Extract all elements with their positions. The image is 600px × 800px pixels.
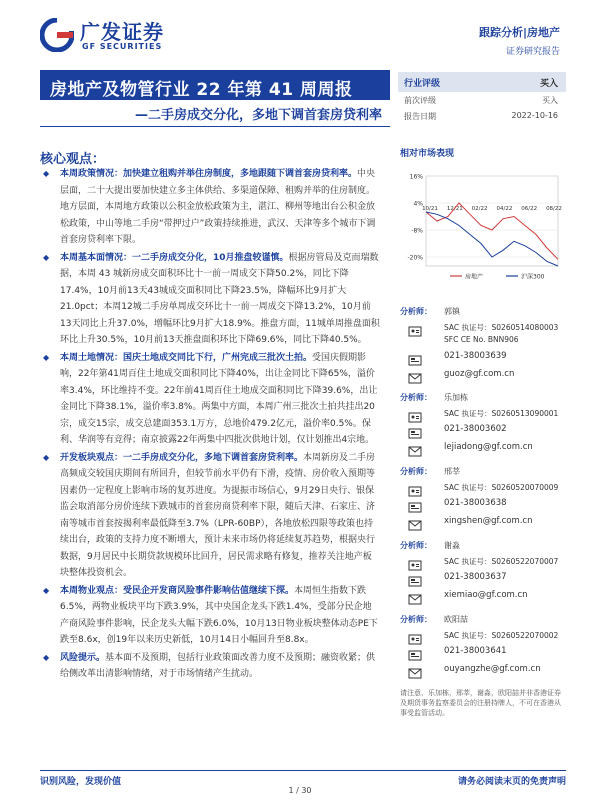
report-header: [0, 0, 600, 66]
x-tick-label: 12/21: [446, 206, 463, 212]
analyst-email[interactable]: xiemiao@gf.com.cn: [444, 590, 528, 600]
phone-icon: [408, 424, 422, 435]
analyst-list: [398, 300, 566, 718]
bullet-lead: 本周土地情况：国庆土地成交同比下行，广州完成三批次土拍。: [60, 352, 313, 363]
core-bullet: [40, 650, 380, 683]
series-line-1: [426, 212, 558, 266]
report-series: 证券研究报告: [505, 47, 560, 57]
x-tick-label: 06/22: [521, 206, 538, 212]
rating-label: 行业评级: [404, 79, 441, 89]
analyst-label: 分析师：: [400, 615, 432, 624]
id-card-icon: [408, 482, 422, 493]
analyst-card: [398, 460, 566, 534]
legend-label: 沪深300: [521, 273, 545, 281]
analyst-email[interactable]: xingshen@gf.com.cn: [444, 516, 533, 526]
id-card-icon: [408, 630, 422, 641]
footer-disclaimer: 请务必阅读末页的免责声明: [457, 777, 566, 787]
footer-slogan: 识别风险，发现价值: [40, 777, 122, 787]
id-card-icon: [408, 556, 422, 567]
y-tick-label: 16%: [409, 173, 423, 181]
y-tick-label: -8%: [411, 227, 423, 235]
x-tick-label: 08/22: [546, 206, 562, 212]
bullet-text: 根据房管局及克而瑞数据，本周 43 城新房成交面积环比十一前一周成交下降50.2%，同比下降17.4%，10月前13天43城成交面积同比下降23.5%，降幅环比9月扩大21.0pct；本周12城二手房单周成交环比十一前一周成交下降13.2%，10月前13天同比上升37.0%，增幅环比9月扩大18.9%。推盘方面，11城单周推盘面积环比上升30.5%，10月前13天推盘面积环比下降69.6%，同比下降40.5%。: [60, 252, 380, 345]
prev-rating-row: [398, 92, 566, 108]
report-title: 房地产及物管行业 22 年第 41 周周报: [40, 70, 390, 100]
analyst-sfc: SFC CE No. BNN906: [444, 335, 519, 344]
core-bullet: [40, 166, 380, 249]
analyst-sac: SAC 执证号：S0260520070009: [444, 483, 559, 492]
analyst-email[interactable]: lejiadong@gf.com.cn: [444, 442, 533, 452]
analyst-card: [398, 608, 566, 682]
prev-rating-value: 买入: [542, 96, 558, 105]
analyst-name: 乐加栋: [444, 393, 468, 402]
analyst-label: 分析师：: [400, 307, 432, 316]
series-line-0: [426, 203, 558, 259]
bullet-text: 受国庆假期影响，22年第41周百住土地成交面积同比下降40%，出让金同比下降65%，溢价率3.4%，环比维持不变。22年前41周百住土地成交面积同比下降39.6%，出让金同比下降38.1%，溢价率3.8%。两集中方面，本周广州三批次土拍共挂出20宗，成交15宗，成交总建面353.1万方，总地价479.2亿元，溢价率0.5%。保利、华润等有竞得；南京披露22年两集中四批次供地计划，仅计划推出4宗地。: [60, 352, 378, 445]
bullet-lead: 本周基本面情况：一二手房成交分化，10月推盘较谨慎。: [60, 252, 289, 263]
report-type: 跟踪分析|房地产: [478, 26, 560, 39]
x-tick-label: 10/21: [422, 206, 438, 212]
core-heading: 核心观点：: [40, 152, 106, 167]
page-number: 1 / 30: [288, 786, 312, 795]
analyst-sac: SAC 执证号：S0260513090001: [444, 409, 559, 418]
analyst-phone: 021-38003638: [444, 498, 507, 508]
core-bullet: [40, 350, 380, 449]
bullet-text: 本周新房及二手房高频成交较国庆期间有所回升，但较节前水平仍有下滑，疫情、房价收入预期等因素仍一定程度上影响市场的复苏进度。为提振市场信心，9月29日央行、银保监会取消部分房价连续下跌城市的首套房商贷利率下限，随后天津、石家庄、济南等城市首套按揭利率最低降至3.7%（LPR-60BP），各地放松四限等政策也持续出台，政策的支持力度不断增大，预计未来市场仍将延续复苏趋势，根据央行数据，9月居民中长期贷款规模环比回升，居民需求略有修复，推荐关注地产板块整体投资机会。: [60, 452, 376, 578]
core-bullets: [40, 166, 380, 684]
analyst-card: [398, 534, 566, 608]
analyst-phone: 021-38003641: [444, 646, 507, 656]
core-bullet: [40, 250, 380, 349]
core-bullet: [40, 583, 380, 649]
analyst-label: 分析师：: [400, 393, 432, 402]
analyst-sac: SAC 执证号：S0260522070002: [444, 631, 559, 640]
bullet-text: 中央层面，二十大提出要加快建立多主体供给、多渠道保障、租购并举的住房制度。地方层面，本周地方政策以公积金放松政策为主，湛江、柳州等地出台公积金放松政策，中山等地二手房“带押过户”政策持续推进，武汉、天津等多个城市下调首套房贷利率下限。: [60, 169, 376, 245]
analyst-phone: 021-38003637: [444, 572, 507, 582]
email-icon: [408, 442, 422, 453]
bullet-lead: 风险提示。: [60, 652, 106, 663]
prev-rating-label: 前次评级: [404, 96, 436, 105]
analyst-card: [398, 300, 566, 386]
legend-label: 房地产: [465, 273, 484, 281]
brand-name-en: GF SECURITIES: [82, 42, 163, 51]
email-icon: [408, 369, 422, 380]
y-tick-label: 4%: [413, 200, 423, 208]
phone-icon: [408, 646, 422, 657]
x-tick-label: 04/22: [496, 206, 513, 212]
relative-performance-chart: [398, 162, 566, 282]
analyst-card: [398, 386, 566, 460]
id-card-icon: [408, 408, 422, 419]
title-divider: [40, 126, 390, 127]
date-value: 2022-10-16: [511, 111, 558, 120]
analyst-name: 谢淼: [444, 541, 460, 550]
analyst-phone: 021-38003602: [444, 424, 507, 434]
analyst-label: 分析师：: [400, 467, 432, 476]
email-icon: [408, 590, 422, 601]
perf-title: 相对市场表现: [400, 149, 455, 159]
bullet-lead: 本周物业观点：受民企开发商风险事件影响估值继续下探。: [60, 585, 295, 596]
email-icon: [408, 664, 422, 675]
rating-value: 买入: [539, 79, 558, 89]
analyst-sac: SAC 执证号：S0260522070007: [444, 557, 559, 566]
date-label: 报告日期: [404, 112, 436, 121]
brand-name: 广发证券: [80, 20, 164, 44]
phone-icon: [408, 351, 422, 362]
analyst-name: 郭镇: [444, 307, 460, 316]
phone-icon: [408, 498, 422, 509]
footer-divider: [40, 770, 566, 771]
email-icon: [408, 516, 422, 527]
analyst-phone: 021-38003639: [444, 351, 507, 361]
phone-icon: [408, 572, 422, 583]
chart-frame: [426, 176, 558, 266]
analyst-disclaimer: 请注意，乐加栋，邢莘，谢淼，欧阳喆并非香港证券及期货事务监察委员会的注册持牌人，不可在香港从事受监管活动。: [400, 689, 561, 717]
gf-logo-icon: [40, 18, 74, 52]
analyst-name: 欧阳喆: [444, 615, 468, 624]
bullet-lead: 开发板块观点：一二手房成交分化，多地下调首套房贷利率。: [60, 452, 304, 463]
report-subtitle: —二手房成交分化，多地下调首套房贷利率: [134, 108, 382, 123]
y-tick-label: -20%: [407, 254, 423, 262]
bullet-text: 本周恒生指数下跌6.5%，两物业板块平均下跌3.9%，其中央国企龙头下跌1.4%，受部分民企地产商风险事件影响，民企龙头大幅下跌6.0%，10月13日物业板块整体动态PE下跌至8.6x，创19年以来历史新低，10月14日小幅回升至8.8x。: [60, 585, 378, 645]
analyst-name: 邢莘: [444, 467, 460, 476]
analyst-label: 分析师：: [400, 541, 432, 550]
sidebar: [398, 72, 566, 159]
analyst-sac: SAC 执证号：S0260514080003: [444, 323, 559, 332]
bullet-text: 基本面不及预期，包括行业政策面改善力度不及预期；融资收紧；供给侧改革出清影响情绪，对于市场情绪产生扰动。: [60, 652, 376, 679]
date-row: [398, 108, 566, 124]
bullet-lead: 本周政策情况：加快建立租购并举住房制度，多地跟随下调首套房贷利率。: [60, 169, 358, 179]
analyst-email[interactable]: ouyangzhe@gf.com.cn: [444, 664, 541, 674]
x-tick-label: 02/22: [471, 206, 488, 212]
core-bullet: [40, 450, 380, 582]
rating-row: [398, 72, 566, 92]
analyst-email[interactable]: guoz@gf.com.cn: [444, 369, 515, 379]
id-card-icon: [408, 322, 422, 333]
